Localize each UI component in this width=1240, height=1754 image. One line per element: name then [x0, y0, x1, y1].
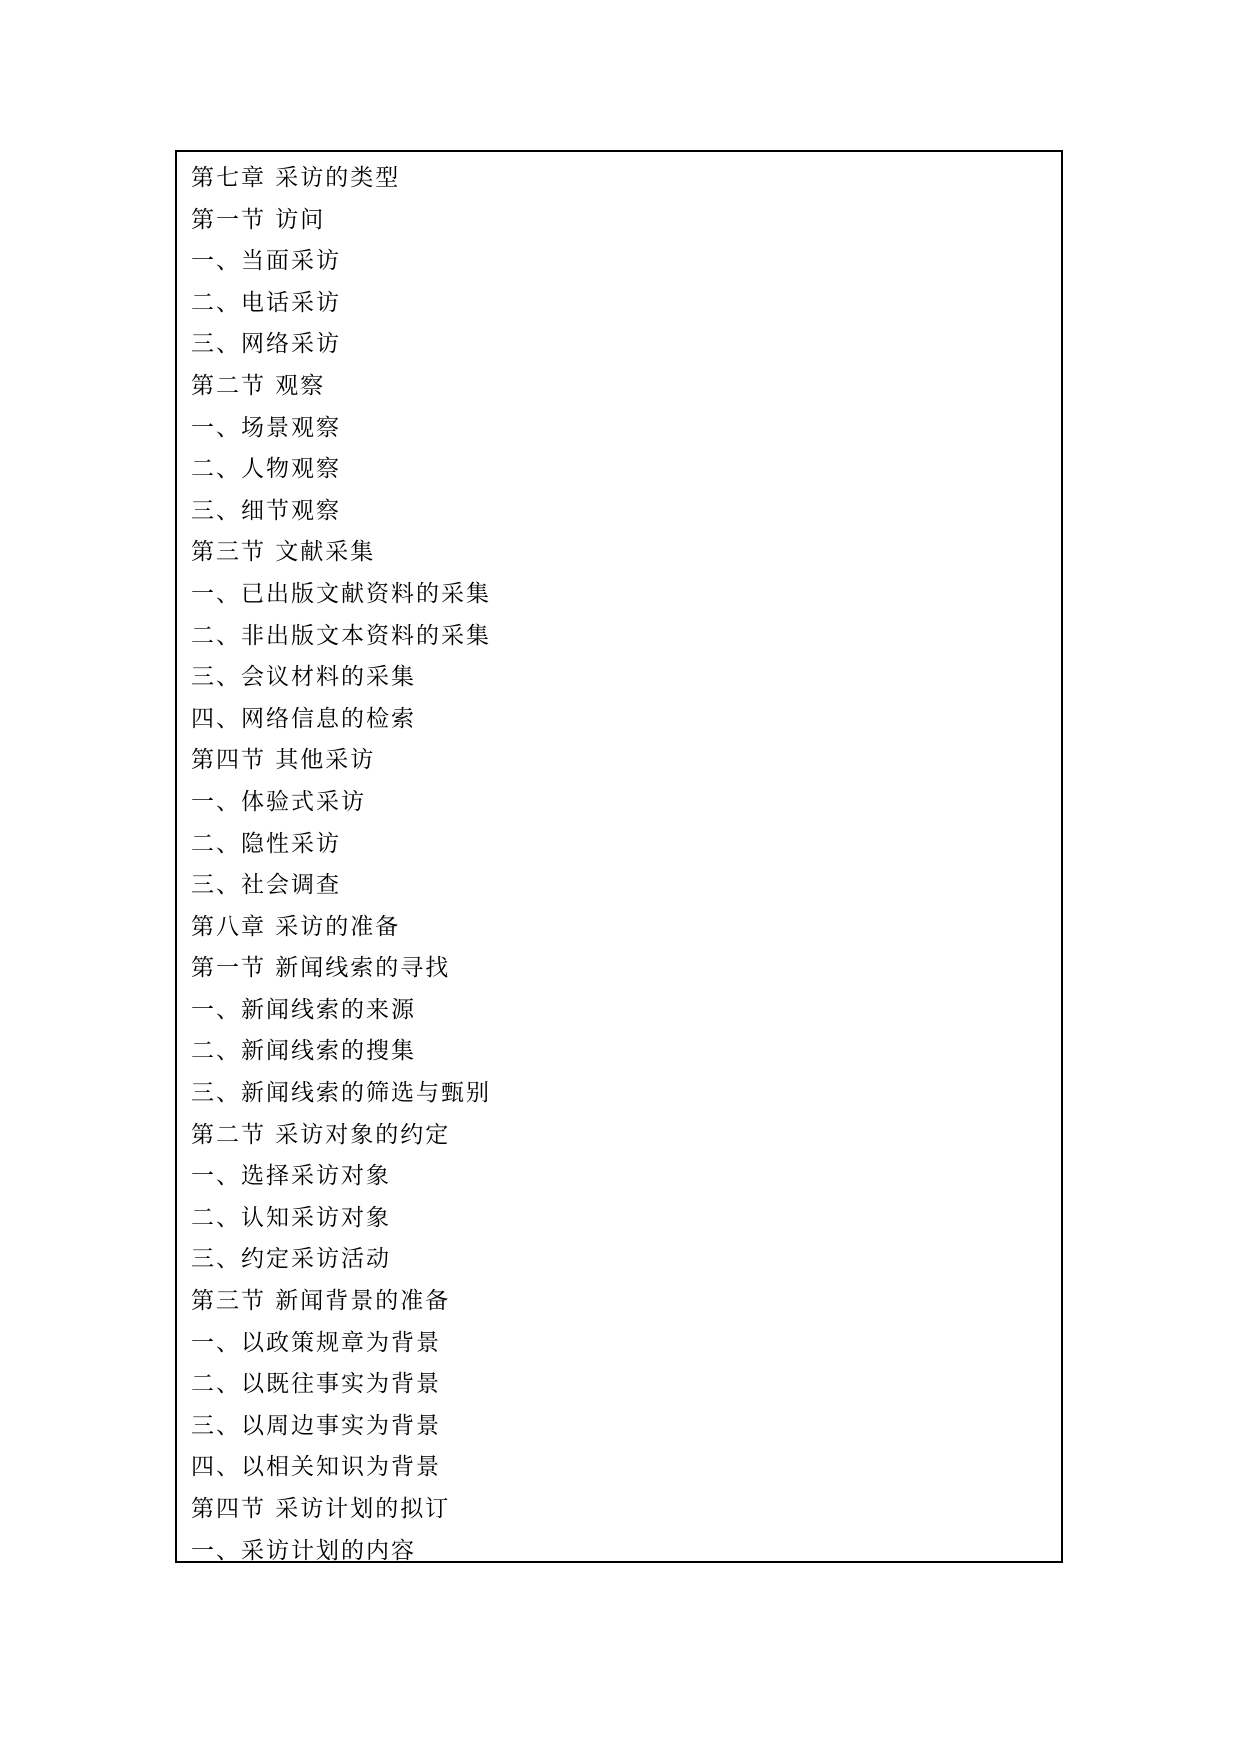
section-heading: 第一节 访问	[191, 206, 326, 233]
subsection-item: 三、约定采访活动	[191, 1246, 391, 1273]
subsection-item: 三、新闻线索的筛选与甄别	[191, 1080, 491, 1107]
subsection-item: 一、选择采访对象	[191, 1163, 391, 1190]
section-heading: 第二节 观察	[191, 372, 326, 399]
outline-list	[191, 158, 491, 1572]
subsection-item: 一、新闻线索的来源	[191, 996, 416, 1023]
section-heading: 第三节 文献采集	[191, 539, 376, 566]
subsection-item: 一、采访计划的内容	[191, 1537, 416, 1564]
section-heading: 第一节 新闻线索的寻找	[191, 955, 451, 982]
subsection-item: 三、网络采访	[191, 331, 341, 358]
subsection-item: 二、隐性采访	[191, 830, 341, 857]
subsection-item: 一、以政策规章为背景	[191, 1329, 441, 1356]
subsection-item: 三、社会调查	[191, 872, 341, 899]
section-heading: 第四节 其他采访	[191, 747, 376, 774]
subsection-item: 三、会议材料的采集	[191, 664, 416, 691]
subsection-item: 二、新闻线索的搜集	[191, 1038, 416, 1065]
subsection-item: 二、非出版文本资料的采集	[191, 622, 491, 649]
section-heading: 第二节 采访对象的约定	[191, 1121, 451, 1148]
subsection-item: 一、已出版文献资料的采集	[191, 580, 491, 607]
subsection-item: 三、细节观察	[191, 497, 341, 524]
subsection-item: 四、以相关知识为背景	[191, 1454, 441, 1481]
subsection-item: 二、人物观察	[191, 456, 341, 483]
subsection-item: 一、当面采访	[191, 248, 341, 275]
section-heading: 第三节 新闻背景的准备	[191, 1288, 451, 1315]
chapter-heading: 第八章 采访的准备	[191, 913, 401, 940]
subsection-item: 二、认知采访对象	[191, 1204, 391, 1231]
outline-table-cell	[175, 150, 1063, 1563]
subsection-item: 四、网络信息的检索	[191, 705, 416, 732]
section-heading: 第四节 采访计划的拟订	[191, 1496, 451, 1522]
subsection-item: 三、以周边事实为背景	[191, 1412, 441, 1439]
subsection-item: 二、以既往事实为背景	[191, 1371, 441, 1398]
subsection-item: 一、体验式采访	[191, 788, 366, 815]
subsection-item: 二、电话采访	[191, 289, 341, 316]
chapter-heading: 第七章 采访的类型	[191, 165, 401, 191]
subsection-item: 一、场景观察	[191, 414, 341, 441]
